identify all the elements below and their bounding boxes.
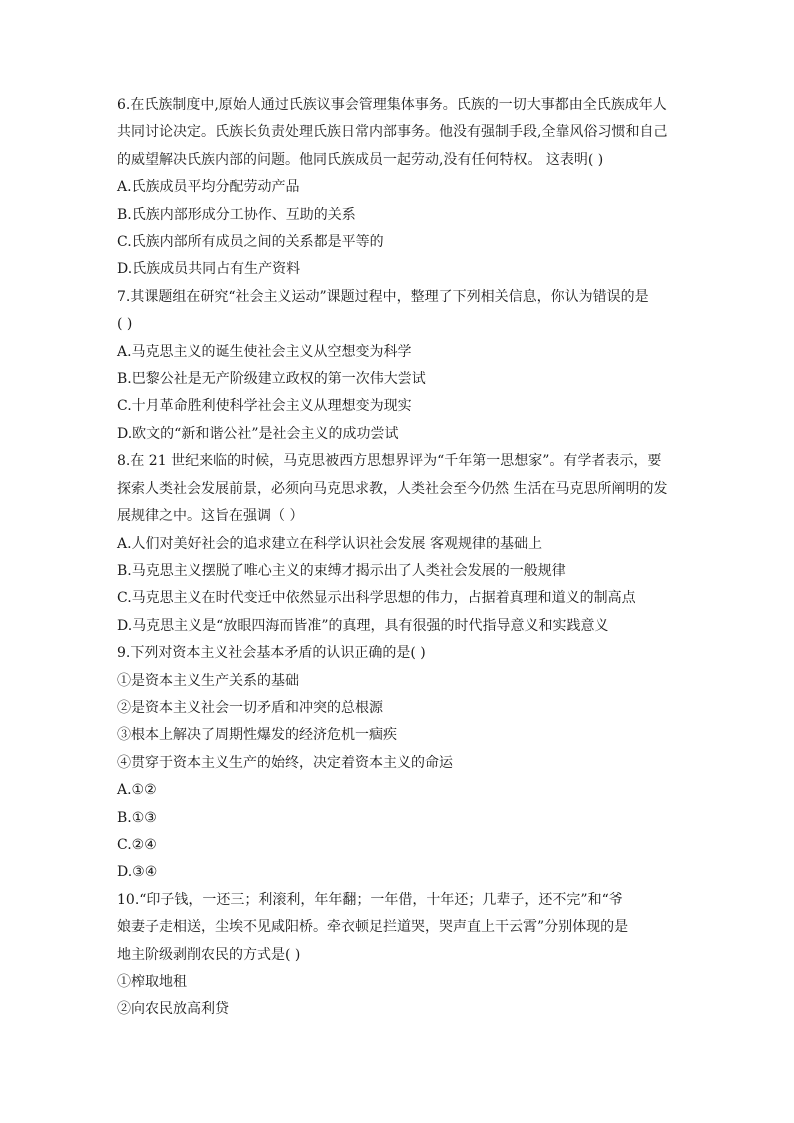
- statement-1: ①是资本主义生产关系的基础: [117, 672, 299, 689]
- option-b: B.①③: [117, 809, 157, 826]
- question-7: [117, 284, 674, 448]
- statement-2: ②向农民放高利贷: [117, 1001, 229, 1018]
- question-stem-line: 8.在 21 世纪来临的时候，马克思被西方思想界评为“千年第一思想家”。有学者表示，要: [117, 453, 662, 470]
- statement-4: ④贯穿于资本主义生产的始终，决定着资本主义的命运: [117, 754, 453, 771]
- option-a: A.人们对美好社会的追求建立在科学认识社会发展 客观规律的基础上: [117, 535, 543, 552]
- question-9: [117, 640, 674, 887]
- question-stem-line: 娘妻子走相送，尘埃不见咸阳桥。牵衣顿足拦道哭，哭声直上干云霄”分别体现的是: [117, 919, 629, 936]
- question-6: [117, 92, 674, 284]
- question-8: [117, 448, 674, 640]
- option-c: C.氏族内部所有成员之间的关系都是平等的: [117, 234, 384, 251]
- question-stem-line: 10.“印子钱，一还三；利滚利，年年翻；一年借，十年还；几辈子，还不完”和“爷: [117, 891, 623, 908]
- option-b: B.氏族内部形成分工协作、互助的关系: [117, 206, 356, 223]
- question-stem-line: 6.在氏族制度中,原始人通过氏族议事会管理集体事务。氏族的一切大事都由全氏族成年人: [117, 97, 667, 113]
- option-d: D.欧文的“新和谐公社”是社会主义的成功尝试: [117, 425, 399, 442]
- option-a: A.氏族成员平均分配劳动产品: [117, 179, 300, 196]
- option-a: A.①②: [117, 782, 157, 799]
- question-stem-line: 展规律之中。这旨在强调（ ）: [117, 508, 304, 525]
- option-b: B.马克思主义摆脱了唯心主义的束缚才揭示出了人类社会发展的一般规律: [117, 562, 566, 579]
- option-b: B.巴黎公社是无产阶级建立政权的第一次伟大尝试: [117, 371, 426, 388]
- statement-1: ①榨取地租: [117, 974, 187, 990]
- option-c: C.十月革命胜利使科学社会主义从理想变为现实: [117, 398, 412, 415]
- question-stem-line: ( ): [117, 316, 133, 333]
- question-10: [117, 887, 674, 1024]
- option-d: D.氏族成员共同占有生产资料: [117, 261, 301, 278]
- question-stem-line: 9.下列对资本主义社会基本矛盾的认识正确的是( ): [117, 645, 426, 662]
- question-stem-line: 共同讨论决定。氏族长负责处理氏族日常内部事务。他没有强制手段,全靠风俗习惯和自己: [117, 124, 668, 141]
- option-d: D.③④: [117, 864, 158, 881]
- question-stem-line: 探索人类社会发展前景，必须向马克思求教，人类社会至今仍然 生活在马克思所阐明的发: [117, 480, 668, 497]
- option-a: A.马克思主义的诞生使社会主义从空想变为科学: [117, 343, 412, 360]
- option-c: C.马克思主义在时代变迁中依然显示出科学思想的伟力，占据着真理和道义的制高点: [117, 590, 636, 607]
- option-d: D.马克思主义是“放眼四海而皆准”的真理，具有很强的时代指导意义和实践意义: [117, 617, 609, 634]
- question-stem-line: 的威望解决氏族内部的问题。他同氏族成员一起劳动,没有任何特权。 这表明( ): [117, 151, 604, 168]
- statement-3: ③根本上解决了周期性爆发的经济危机一痼疾: [117, 727, 397, 744]
- question-stem-line: 7.其课题组在研究“社会主义运动”课题过程中，整理了下列相关信息，你认为错误的是: [117, 288, 649, 305]
- question-stem-line: 地主阶级剥削农民的方式是( ): [117, 946, 301, 963]
- statement-2: ②是资本主义社会一切矛盾和冲突的总根源: [117, 699, 383, 716]
- option-c: C.②④: [117, 836, 157, 853]
